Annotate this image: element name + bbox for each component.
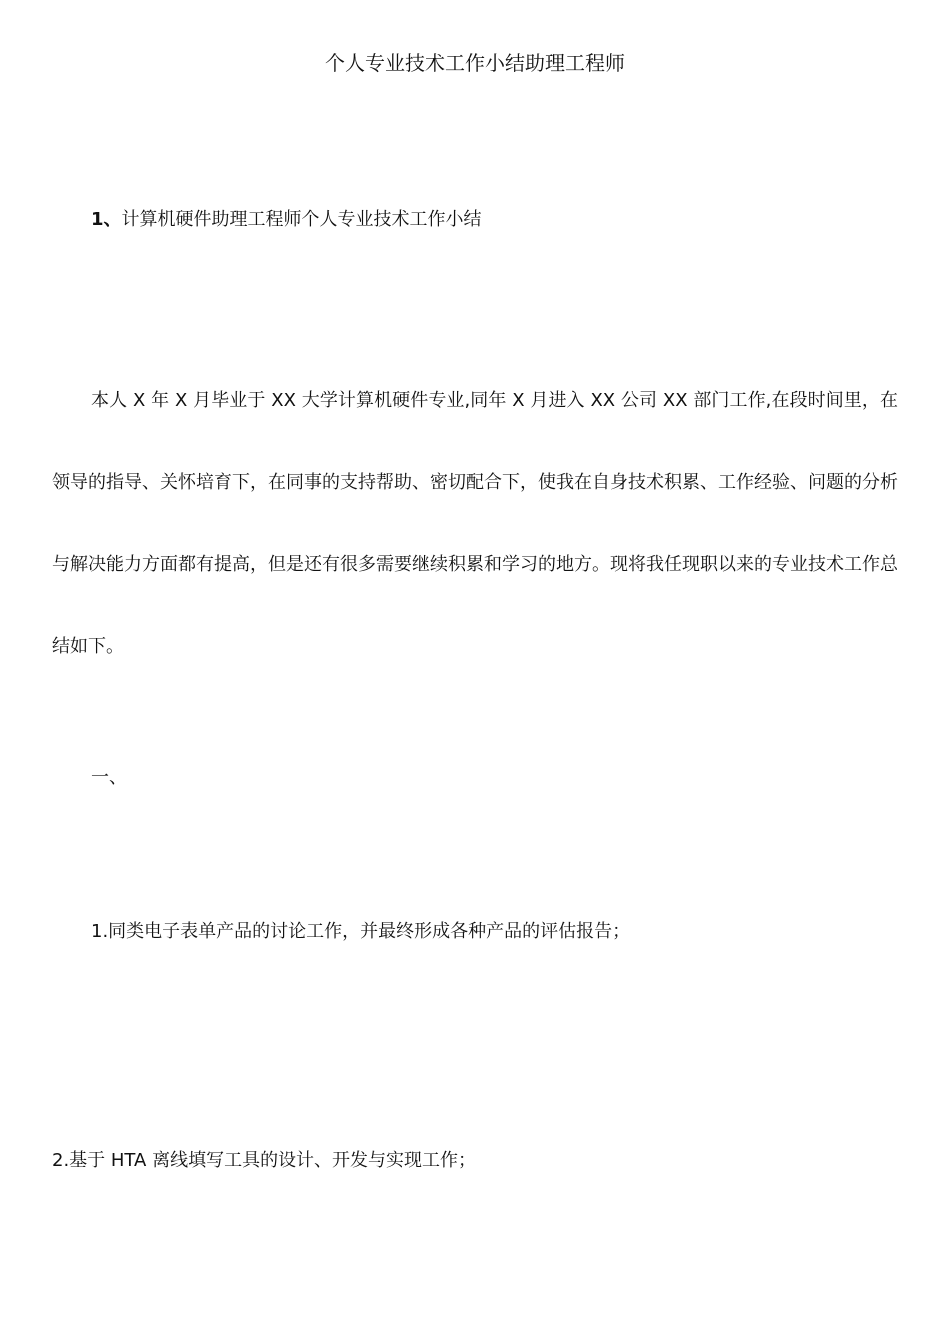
list-item: 1.同类电子表单产品的讨论工作，并最终形成各种产品的评估报告；: [91, 921, 631, 942]
intro-paragraph: 本人 X 年 X 月毕业于 XX 大学计算机硬件专业,同年 X 月进入 XX 公司 XX 部门工作,在段时间里，在领导的指导、关怀培育下，在同事的支持帮助、密切配合下，使我在自身技术积累、工作经验、问题的分析与解决能力方面都有提高，但是还有很多需要继续积累和学习的地方。现将我任现职以来的专业技术工作总结如下。: [52, 390, 898, 657]
section-heading-text: 计算机硬件助理工程师个人专业技术工作小结: [121, 209, 482, 230]
section-heading: [91, 206, 482, 234]
list-item: 2.基于 HTA 离线填写工具的设计、开发与实现工作；: [52, 1150, 477, 1171]
section-marker: 一、: [91, 767, 127, 788]
section-heading-number: 1、: [91, 209, 122, 230]
document-title: 个人专业技术工作小结助理工程师: [325, 51, 625, 75]
